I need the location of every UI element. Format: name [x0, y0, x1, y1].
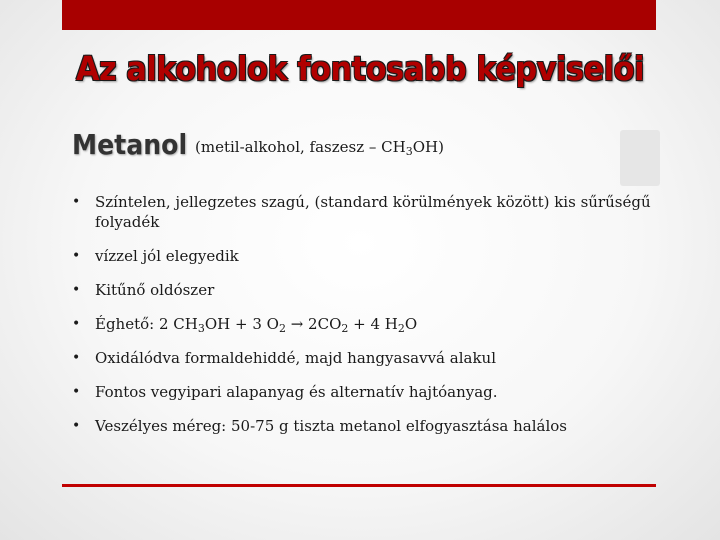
subtitle-detail [195, 138, 444, 156]
subtitle-detail-rest: OH) [412, 138, 444, 156]
equation-part: + 4 H [348, 315, 398, 333]
bullet-text: Veszélyes méreg: 50-75 g tiszta metanol elfogyasztása halálos [95, 417, 567, 435]
subscript: 3 [405, 145, 413, 158]
bullet-text: Fontos vegyipari alapanyag és alternatív hajtóanyag. [95, 383, 498, 401]
subscript: 2 [397, 322, 405, 335]
equation-part: Éghető: 2 CH [95, 315, 198, 333]
subtitle: Metanol [72, 128, 188, 161]
bullet-text: Kitűnő oldószer [95, 281, 215, 299]
bullet-list [72, 192, 652, 450]
subscript: 3 [197, 322, 205, 335]
subtitle-detail-text: (metil-alkohol, faszesz – CH [195, 138, 406, 156]
slide-title: Az alkoholok fontosabb képviselői [75, 49, 645, 88]
subscript: 2 [341, 322, 349, 335]
decorative-side-box [620, 130, 660, 186]
top-accent-bar [62, 0, 656, 30]
bullet-item-equation [72, 314, 652, 334]
bullet-item [72, 348, 652, 368]
bottom-divider [62, 484, 656, 487]
subtitle-line [72, 128, 444, 161]
bullet-text: Oxidálódva formaldehiddé, majd hangyasavvá alakul [95, 349, 496, 367]
bullet-item [72, 382, 652, 402]
bullet-item [72, 246, 652, 266]
equation-part: OH + 3 O [204, 315, 279, 333]
bullet-text: vízzel jól elegyedik [95, 247, 239, 265]
equation-part: O [404, 315, 418, 333]
bullet-text: Színtelen, jellegzetes szagú, (standard körülmények között) kis sűrűségű folyadék [95, 193, 651, 231]
bullet-item [72, 416, 652, 436]
equation-part: → 2CO [285, 315, 342, 333]
subscript: 2 [278, 322, 286, 335]
bullet-item [72, 280, 652, 300]
bullet-item [72, 192, 652, 232]
